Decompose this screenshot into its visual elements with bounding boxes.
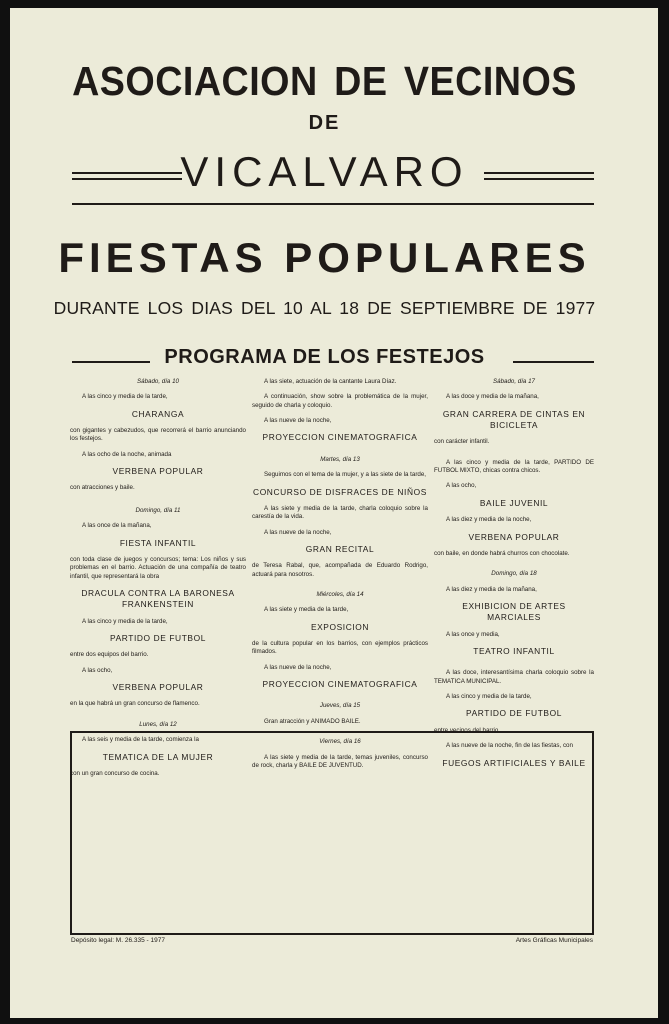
- event-time: A las nueve de la noche,: [264, 417, 332, 425]
- day-heading: Martes, día 13: [320, 455, 360, 463]
- event-title: EXPOSICION: [310, 621, 370, 632]
- event-description: con un gran concurso de cocina.: [70, 769, 160, 777]
- event-description: de la cultura popular en los barrios, con ejemplos prácticos filmados.: [252, 640, 428, 656]
- event-description: A continuación, show sobre la problemática de la mujer, seguido de charla y coloquio.: [252, 393, 428, 409]
- event-time: A las ocho,: [446, 482, 477, 490]
- event-description: con atracciones y baile.: [70, 484, 135, 492]
- event-time: A las doce y media de la mañana,: [446, 393, 539, 401]
- event-time: A las nueve de la noche,: [264, 663, 332, 671]
- event-title: TEATRO INFANTIL: [473, 646, 555, 657]
- event-title: VERBENA POPULAR: [468, 531, 560, 542]
- event-title: PROYECCION CINEMATOGRAFICA: [262, 432, 418, 443]
- printer-credit: Artes Gráficas Municipales: [515, 937, 593, 944]
- program-heading: PROGRAMA DE LOS FESTEJOS: [164, 346, 485, 368]
- event-description: entre vecinos del barrio.: [434, 726, 501, 734]
- festival-dates: DURANTE LOS DIAS DEL 10 AL 18 DE SEPTIEMBRE DE 1977: [53, 298, 596, 318]
- day-heading: Lunes, día 12: [139, 720, 177, 728]
- day-heading: Domingo, día 11: [135, 506, 181, 514]
- event-title: TEMATICA DE LA MUJER: [102, 751, 214, 762]
- event-time: A las cinco y media de la tarde,: [446, 693, 532, 701]
- event-description: Seguimos con el tema de la mujer, y a las siete de la tarde,: [264, 471, 426, 479]
- event-description: entre dos equipos del barrio.: [70, 651, 149, 659]
- event-time: A las siete y media de la tarde,: [264, 606, 349, 614]
- event-time: A las seis y media de la tarde, comienza la: [82, 736, 199, 744]
- association-title: ASOCIACION DE VECINOS: [72, 58, 577, 104]
- event-title: PARTIDO DE FUTBOL: [110, 633, 206, 644]
- event-description: A las siete y media de la tarde, temas juveniles, concurso de rock, charla y BAILE DE JUVENTUD.: [252, 753, 428, 769]
- event-time: A las ocho,: [82, 666, 113, 674]
- event-title: FIESTA INFANTIL: [119, 537, 197, 548]
- event-description: en la que habrá un gran concurso de flamenco.: [70, 700, 200, 708]
- event-title: EXHIBICION DE ARTES MARCIALES: [462, 600, 566, 623]
- legal-deposit: Depósito legal: M. 26.335 - 1977: [71, 937, 165, 944]
- event-title: GRAN RECITAL: [305, 543, 375, 554]
- event-description: con carácter infantil.: [434, 438, 490, 446]
- right-double-rule-bottom: [484, 178, 594, 180]
- event-time: A las nueve de la noche,: [264, 528, 332, 536]
- association-connector: DE: [308, 112, 341, 134]
- header-divider: [72, 203, 594, 205]
- event-time: A las cinco y media de la tarde,: [82, 393, 168, 401]
- day-heading: Domingo, día 18: [491, 570, 537, 578]
- day-heading: Sábado, día 17: [493, 378, 535, 385]
- day-heading: Viernes, día 16: [319, 738, 361, 746]
- program-column-3: [434, 378, 594, 776]
- day-heading: Jueves, día 15: [319, 702, 361, 710]
- event-description: A las nueve de la noche, fin de las fiestas, con: [446, 742, 573, 750]
- event-description: Gran atracción y ANIMADO BAILE.: [264, 717, 361, 725]
- event-title: BAILE JUVENIL: [479, 497, 549, 508]
- event-title: PARTIDO DE FUTBOL: [466, 708, 562, 719]
- festival-title: FIESTAS POPULARES: [58, 234, 591, 281]
- event-time: A las diez y media de la noche,: [446, 516, 532, 524]
- event-description: A las siete y media de la tarde, charla coloquio sobre la carestía de la vida.: [252, 504, 428, 521]
- town-name: VICALVARO: [180, 148, 469, 195]
- day-heading: Sábado, día 10: [137, 378, 179, 385]
- blank-notice-box: [70, 731, 594, 935]
- event-description: A las cinco y media de la tarde, PARTIDO DE FUTBOL MIXTO, chicas contra chicos.: [434, 458, 594, 475]
- day-heading: Miércoles, día 14: [316, 590, 364, 598]
- program-column-2: [252, 378, 428, 777]
- event-description: con toda clase de juegos y concursos; tema: Los niños y sus problemas en el barrio. Actuación de una compañía de teatro infantil, que representará la obra: [70, 555, 246, 580]
- event-title: GRAN CARRERA DE CINTAS EN BICICLETA: [442, 408, 586, 431]
- event-time: A las diez y media de la mañana,: [446, 585, 537, 593]
- event-time: A las ocho de la noche, animada: [82, 450, 172, 458]
- event-description: A las doce, interesantísima charla coloquio sobre la TEMATICA MUNICIPAL.: [434, 669, 594, 685]
- program-column-1: [70, 378, 246, 785]
- event-description: con gigantes y cabezudos, que recorrerá el barrio anunciando los festejos.: [70, 427, 246, 443]
- event-description: con baile, en donde habrá churros con chocolate.: [434, 549, 570, 557]
- event-time: A las once de la mañana,: [82, 522, 152, 530]
- event-time: A las cinco y media de la tarde,: [82, 617, 168, 625]
- event-title: CONCURSO DE DISFRACES DE NIÑOS: [253, 486, 427, 497]
- event-title: VERBENA POPULAR: [112, 682, 204, 693]
- program-rule-right: [513, 361, 594, 363]
- event-title: VERBENA POPULAR: [112, 466, 204, 477]
- event-title: FUEGOS ARTIFICIALES Y BAILE: [442, 757, 586, 768]
- event-title: DRACULA CONTRA LA BARONESA FRANKENSTEIN: [81, 587, 235, 610]
- event-title: PROYECCION CINEMATOGRAFICA: [262, 679, 418, 690]
- event-title: CHARANGA: [131, 408, 185, 419]
- right-double-rule-top: [484, 172, 594, 174]
- event-time: A las once y media,: [446, 630, 500, 638]
- event-description: de Teresa Rabal, que, acompañada de Eduardo Rodrigo, actuará para nosotros.: [252, 562, 428, 578]
- event-time: A las siete, actuación de la cantante Laura Díaz.: [264, 378, 397, 385]
